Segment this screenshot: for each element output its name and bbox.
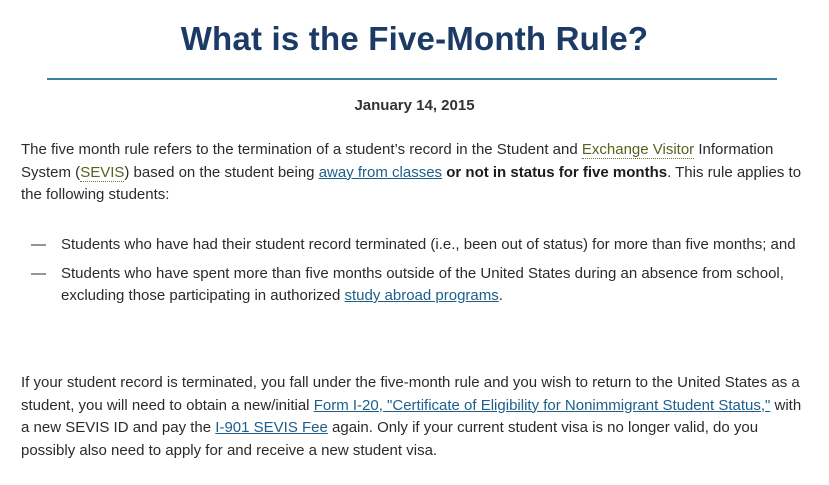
- link-i901-sevis-fee[interactable]: I-901 SEVIS Fee: [215, 419, 328, 436]
- guidance-text-3: again. Only if your current student visa is no longer valid, do you possibly also need to apply for and receive a new student visa.: [21, 419, 759, 459]
- intro-text-5: . This rule applies to the following students:: [21, 163, 802, 203]
- affected-students-list: [21, 234, 811, 314]
- intro-paragraph: [21, 139, 811, 207]
- title-divider: [47, 78, 777, 80]
- list-dash-marker: —: [31, 236, 46, 253]
- page-title: What is the Five-Month Rule?: [180, 20, 649, 57]
- intro-text-2: Information System (: [21, 141, 774, 181]
- guidance-text-2: with a new SEVIS ID and pay the: [21, 396, 802, 436]
- link-study-abroad-programs[interactable]: study abroad programs: [344, 287, 499, 304]
- guidance-paragraph: [21, 372, 811, 462]
- glossary-term-sevis[interactable]: SEVIS: [80, 163, 125, 181]
- publish-date: January 14, 2015: [354, 97, 475, 114]
- list-item-text: Students who have spent more than five months outside of the United States during an absence from school, excluding those participating in authorized: [61, 264, 784, 304]
- list-item: [21, 263, 811, 308]
- intro-text-1: The five month rule refers to the termination of a student’s record in the Student and: [21, 141, 582, 158]
- list-item-text-end: .: [498, 287, 503, 304]
- list-item: [21, 234, 811, 257]
- link-form-i20[interactable]: Form I-20, "Certificate of Eligibility for Nonimmigrant Student Status,": [313, 396, 771, 414]
- guidance-text-1: If your student record is terminated, you fall under the five-month rule and you wish to return to the United States as a student, you will need to obtain a new/initial: [21, 374, 800, 414]
- glossary-term-exchange-visitor[interactable]: Exchange Visitor: [581, 141, 695, 158]
- link-away-from-classes[interactable]: away from classes: [318, 163, 443, 181]
- intro-text-3: ) based on the student being: [124, 163, 319, 181]
- list-item-text: Students who have had their student record terminated (i.e., been out of status) for more than five months; and: [61, 236, 796, 253]
- list-dash-marker: —: [31, 264, 46, 282]
- intro-bold-text: or not in status for five months: [446, 163, 668, 181]
